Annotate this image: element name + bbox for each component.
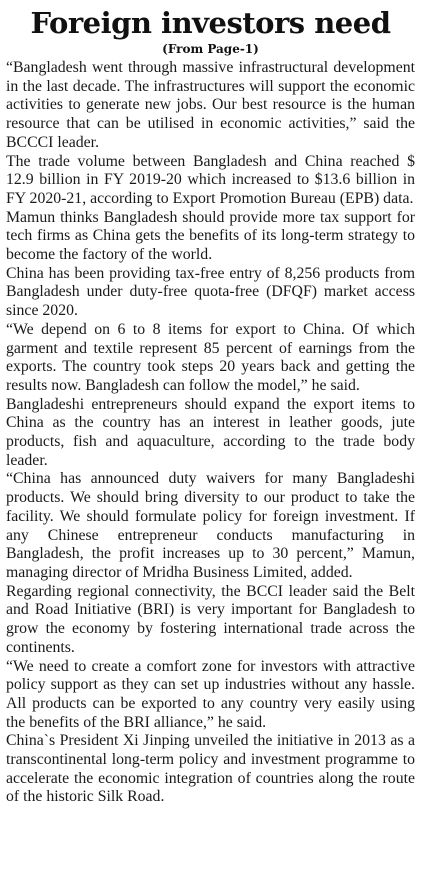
article-paragraph: Regarding regional connectivity, the BCCI leader said the Belt and Road Initiative (BRI) is very important for Bangladesh to grow the economy by fostering international trade across the continents. [6, 582, 415, 656]
article-body [6, 59, 415, 807]
article-paragraph: China has been providing tax-free entry of 8,256 products from Bangladesh under duty-free quota-free (DFQF) market access since 2020. [6, 264, 415, 320]
article-paragraph: Bangladeshi entrepreneurs should expand the export items to China as the country has an interest in leather goods, jute products, fish and aquaculture, according to the trade body leader. [6, 395, 415, 469]
article-paragraph: “Bangladesh went through massive infrastructural development in the last decade. The infrastructures will support the economic activities to generate new jobs. Our best resource is the human resource that can be utilised in economic activities,” said the BCCCI leader. [6, 59, 415, 151]
article-paragraph: China`s President Xi Jinping unveiled the initiative in 2013 as a transcontinental long-term policy and investment programme to accelerate the economic integration of countries along the route of the historic Silk Road. [6, 732, 415, 806]
article-paragraph: Mamun thinks Bangladesh should provide more tax support for tech firms as China gets the benefits of its long-term strategy to become the factory of the world. [6, 208, 415, 264]
article-headline: Foreign investors need [30, 6, 391, 40]
article-paragraph: “We depend on 6 to 8 items for export to China. Of which garment and textile represent 85 percent of earnings from the exports. The country took steps 20 years back and getting the results now. Bangladesh can follow the model,” he said. [6, 320, 415, 394]
continuation-note: (From Page-1) [162, 42, 259, 56]
article-paragraph: The trade volume between Bangladesh and China reached $ 12.9 billion in FY 2019-20 which increased to $13.6 billion in FY 2020-21, according to Export Promotion Bureau (EPB) data. [6, 152, 415, 207]
article-paragraph: “We need to create a comfort zone for investors with attractive policy support as they can set up industries without any hassle. All products can be exported to any country very easily using the benefits of the BRI alliance,” he said. [6, 657, 415, 731]
article-paragraph: “China has announced duty waivers for many Bangladeshi products. We should bring diversity to our product to take the facility. We should formulate policy for foreign investment. If any Chinese entrepreneur conducts manufacturing in Bangladesh, the profit increases up to 30 percent,” Mamun, managing director of Mridha Business Limited, added. [6, 470, 415, 581]
